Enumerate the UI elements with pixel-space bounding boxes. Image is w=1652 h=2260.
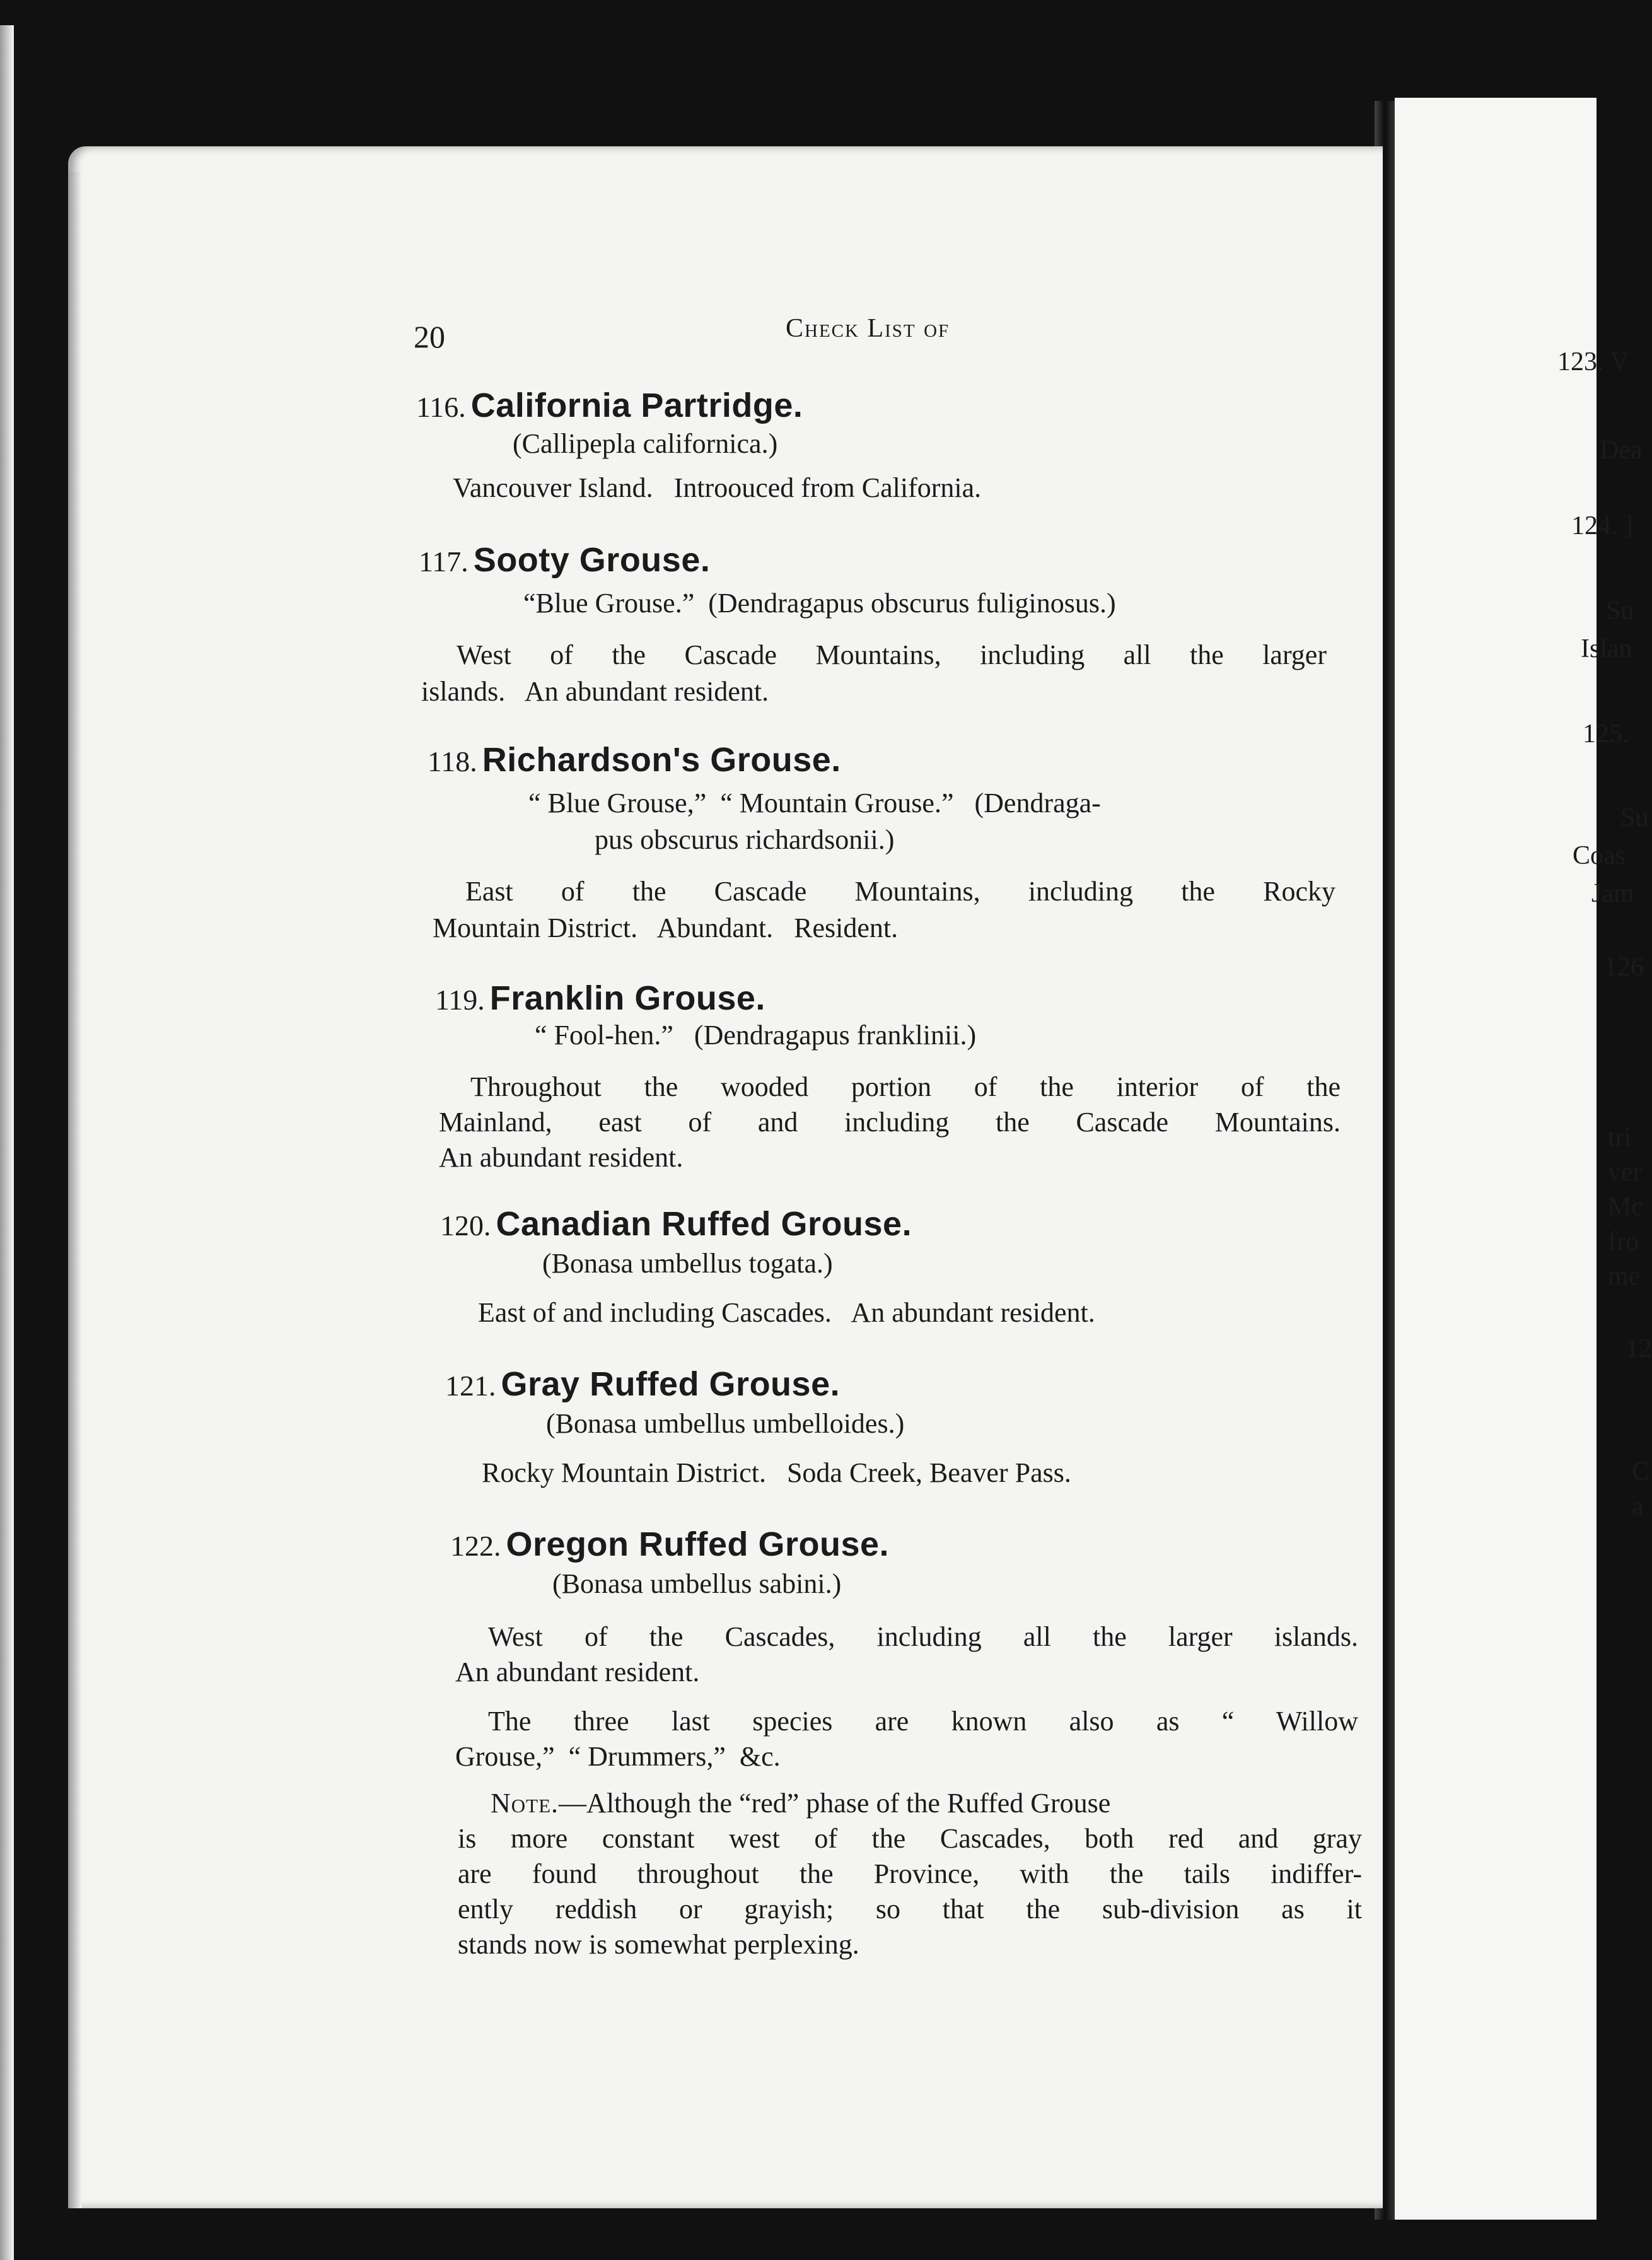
entry-line: (Bonasa umbellus umbelloides.): [546, 1408, 905, 1439]
note-line: are found throughout the Province, with the tails indiffer-: [458, 1858, 1362, 1889]
entry-number: 119.: [435, 984, 485, 1016]
book-page: [68, 146, 1383, 2208]
facing-fragment: Mc: [1608, 1192, 1643, 1221]
entry-line: islands. An abundant resident.: [421, 676, 769, 707]
facing-fragment: me: [1608, 1262, 1641, 1291]
note-line: is more constant west of the Cascades, both red and gray: [458, 1823, 1362, 1854]
entry-line: Vancouver Island. Introouced from California.: [453, 472, 982, 503]
entry-number: 116.: [416, 391, 466, 423]
entry-name: Gray Ruffed Grouse.: [501, 1365, 841, 1403]
entry-line: The three last species are known also as “ Willow: [488, 1706, 1358, 1737]
entry-number: 122.: [450, 1530, 501, 1562]
entry-number: 117.: [419, 545, 468, 578]
page-number: 20: [414, 319, 445, 354]
entry-name: California Partridge.: [470, 387, 803, 424]
entry-line: “Blue Grouse.” (Dendragapus obscurus fuliginosus.): [523, 588, 1116, 619]
facing-fragment: 12: [1626, 1334, 1652, 1363]
entry-line: East of the Cascade Mountains, including the Rocky: [465, 876, 1335, 907]
entry-line: An abundant resident.: [439, 1142, 683, 1173]
facing-fragment: tri: [1608, 1123, 1632, 1152]
facing-fragment: 126: [1604, 953, 1644, 982]
facing-fragment: Su: [1606, 597, 1634, 626]
entry-number: 118.: [428, 745, 477, 778]
facing-fragment: Coas: [1573, 841, 1626, 870]
entry-number: 120.: [440, 1209, 491, 1242]
entry-name: Sooty Grouse.: [473, 541, 711, 579]
facing-fragment: ver: [1608, 1158, 1642, 1187]
entry-number: 121.: [445, 1370, 496, 1402]
entry-line: (Bonasa umbellus togata.): [542, 1248, 833, 1279]
facing-fragment: 124. ]: [1571, 511, 1633, 540]
note-line: —Although the “red” phase of the Ruffed Grouse: [559, 1788, 1111, 1819]
facing-fragment: C: [1632, 1457, 1650, 1486]
facing-page: [1395, 98, 1652, 2220]
facing-fragment: Dea: [1600, 436, 1643, 465]
entry-line: “ Blue Grouse,” “ Mountain Grouse.” (Dendraga-: [528, 788, 1101, 818]
running-title: Check List of: [786, 314, 950, 343]
entry-line: Grouse,” “ Drummers,” &c.: [455, 1741, 781, 1772]
entry-line: pus obscurus richardsonii.): [595, 824, 895, 855]
note-line: stands now is somewhat perplexing.: [458, 1929, 859, 1960]
entry-line: West of the Cascade Mountains, including all the larger: [457, 639, 1327, 670]
entry-line: (Bonasa umbellus sabini.): [552, 1568, 842, 1599]
entry-line: (Callipepla californica.): [513, 428, 778, 459]
entry-line: Rocky Mountain District. Soda Creek, Beaver Pass.: [482, 1457, 1071, 1488]
entry-line: “ Fool-hen.” (Dendragapus franklinii.): [535, 1020, 977, 1051]
entry-line: An abundant resident.: [455, 1657, 700, 1687]
entry-line: West of the Cascades, including all the larger islands.: [488, 1621, 1358, 1652]
note-line: ently reddish or grayish; so that the sub-division as it: [458, 1894, 1362, 1925]
facing-fragment: 123. V: [1557, 347, 1629, 376]
facing-fragment: Su: [1620, 803, 1649, 832]
note-label: Note.: [491, 1788, 559, 1819]
entry-line: Throughout the wooded portion of the interior of the: [470, 1071, 1341, 1102]
facing-fragment: Jam: [1591, 879, 1634, 908]
entry-line: East of and including Cascades. An abundant resident.: [478, 1297, 1095, 1328]
facing-fragment: fro: [1608, 1227, 1639, 1256]
facing-fragment: 125.: [1583, 719, 1629, 748]
facing-fragment: a: [1632, 1492, 1644, 1521]
entry-name: Oregon Ruffed Grouse.: [506, 1525, 890, 1563]
entry-name: Richardson's Grouse.: [482, 741, 841, 779]
entry-name: Franklin Grouse.: [489, 979, 765, 1017]
entry-name: Canadian Ruffed Grouse.: [496, 1205, 912, 1243]
entry-line: Mountain District. Abundant. Resident.: [433, 912, 899, 943]
facing-fragment: Islan: [1581, 634, 1632, 663]
page-header: [68, 306, 1383, 354]
entry-line: Mainland, east of and including the Cascade Mountains.: [439, 1107, 1341, 1138]
